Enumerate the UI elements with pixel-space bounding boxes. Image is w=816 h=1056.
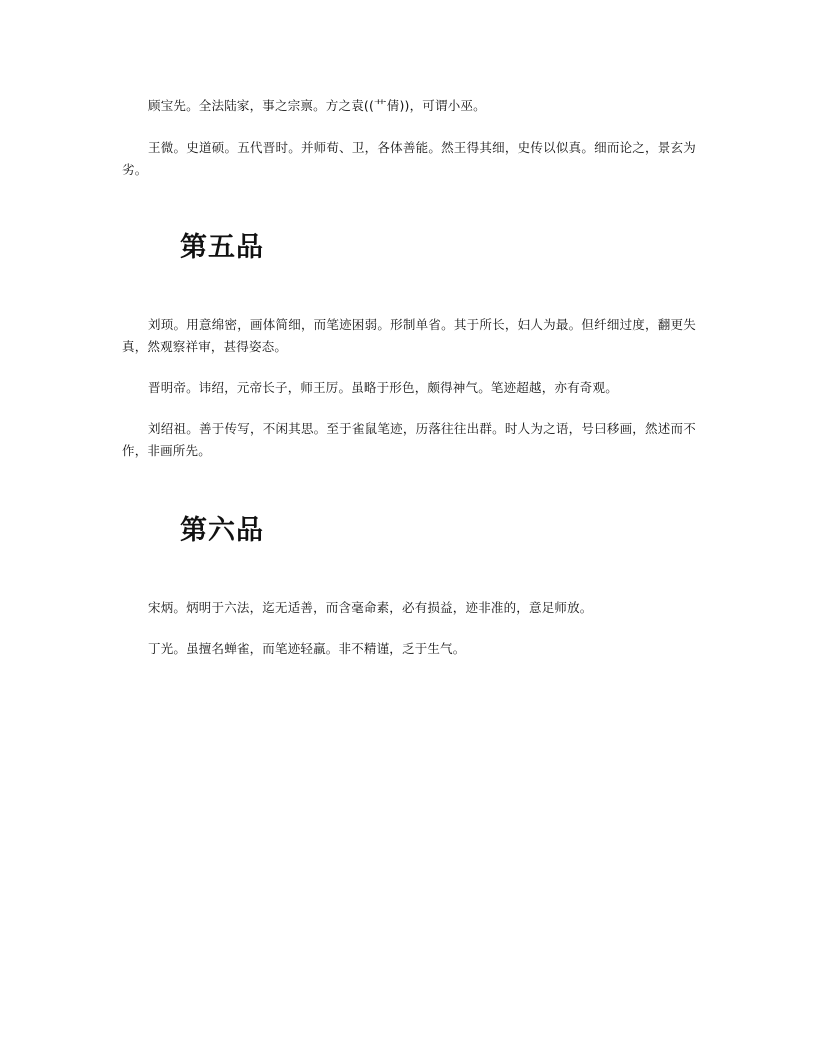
heading-sixth-grade: 第六品 <box>180 515 264 546</box>
paragraph-jin-mingdi: 晋明帝。讳绍，元帝长子，师王厉。虽略于形色，颇得神气。笔迹超越，亦有奇观。 <box>148 380 618 395</box>
paragraph-liu-xu: 刘顼。用意绵密，画体简细，而笔迹困弱。形制单省。其于所长，妇人为最。但纤细过度，翻更失真，然观察祥审，甚得姿态。 <box>122 317 696 354</box>
paragraph-gu-baoxian: 顾宝先。全法陆家，事之宗禀。方之袁((艹倩))，可谓小巫。 <box>148 98 486 113</box>
paragraph-song-bing: 宋炳。炳明于六法，迄无适善，而含毫命素，必有损益，迹非准的，意足师放。 <box>148 600 593 615</box>
paragraph-liu-shaozu: 刘绍祖。善于传写，不闲其思。至于雀鼠笔迹，历落往往出群。时人为之语，号曰移画，然述而不作，非画所先。 <box>122 421 696 458</box>
heading-fifth-grade: 第五品 <box>180 232 264 263</box>
paragraph-wang-wei: 王微。史道硕。五代晋时。并师荀、卫，各体善能。然王得其细，史传以似真。细而论之，景玄为劣。 <box>122 140 696 177</box>
paragraph-ding-guang: 丁光。虽擅名蝉雀，而笔迹轻羸。非不精谨，乏于生气。 <box>148 641 466 656</box>
